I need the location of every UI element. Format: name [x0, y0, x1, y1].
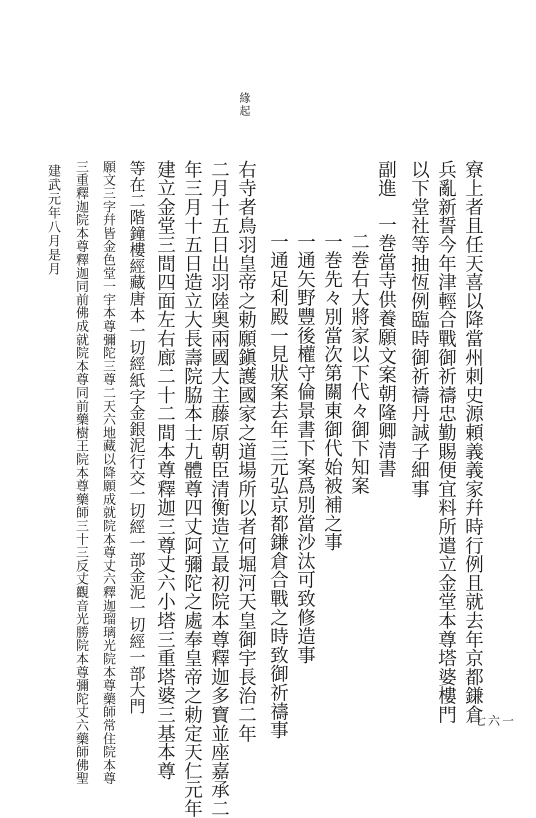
- text-column: 三重釋迦院本尊釋迦同前佛成就院本尊同前藥樹王院本尊藥師三十三反丈觀音光勝院本尊彌陀丈六藥師佛聖: [73, 160, 88, 786]
- text-column: 一巻當寺供養願文案朝隆卿清書: [375, 215, 397, 479]
- text-column: 寮上者且任天喜以降當州刺史源頼義義家幷時行例且就去年京都鎌倉: [462, 160, 484, 724]
- text-column: 二巻右大將家以下代々御下知案: [348, 232, 370, 496]
- text-column: 等在二階鐘樓經藏唐本一切經紙字金銀泥行交一切經一部金泥一切經一部大門: [127, 160, 146, 715]
- text-column: 一通足利殿一見狀案去年三元弘京都鎌倉合戰之時致御祈禱事: [267, 232, 289, 740]
- text-column: 願文三字幷皆金色堂一宇本尊彌陀三尊二天六地藏以降願成就院本尊丈六釋迦瑠璃光院本尊藥師常住院本尊: [100, 160, 115, 786]
- running-title: 緣起: [238, 92, 251, 118]
- text-column: 兵亂新誓今年津輕合戰御祈禱忠勤賜便宜料所遣立金堂本尊塔婆樓門: [435, 160, 457, 724]
- date-footer: 建武元年八月是月: [45, 164, 60, 276]
- text-column: 二月十五日出羽陸奥兩國大主藤原朝臣清衡造立最初院本尊釋迦多寶並座嘉承二: [208, 160, 230, 818]
- text-column: 右寺者鳥羽皇帝之勅願鎭護國家之道場所以者何堀河天皇御宇長治二年: [235, 160, 257, 743]
- text-column: 建立金堂三間四面左右廊二十二間本尊釋迦三尊丈六小塔三重塔婆三基本尊: [154, 160, 176, 781]
- text-column: 副進: [375, 160, 397, 198]
- page-number: 七六一: [474, 714, 517, 728]
- text-column: 一通矢野豐後權守倫景書下案爲別當沙汰可致修造事: [294, 232, 316, 665]
- text-column: 年三月十五日造立大長壽院脇本士九體尊四丈阿彌陀之處奉皇帝之勅定天仁元年: [181, 160, 203, 818]
- text-column: 以下堂社等抽恆例臨時御祈禱丹誠子細事: [408, 160, 430, 499]
- text-column: 一巻先々別當次第關東御代始被補之事: [321, 232, 343, 552]
